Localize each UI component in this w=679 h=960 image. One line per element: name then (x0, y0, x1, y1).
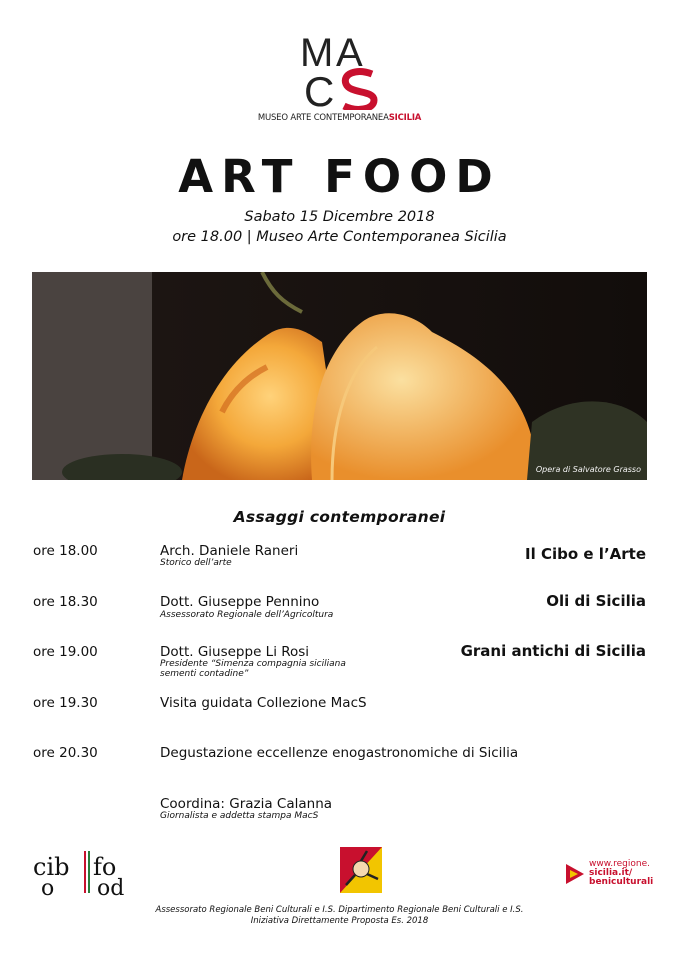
program-topic: Grani antichi di Sicilia (460, 642, 646, 660)
logo-caption-main: MUSEO ARTE CONTEMPORANEA (257, 113, 389, 123)
page-title: ART FOOD (178, 150, 501, 203)
svg-text:C: C (304, 68, 335, 110)
program-speaker-role: Presidente “Simenza compagnia siciliana (160, 659, 346, 669)
event-date: Sabato 15 Dicembre 2018 (244, 209, 435, 225)
svg-text:A: A (336, 31, 360, 75)
sicilia-emblem (340, 847, 382, 893)
program-time: ore 19.00 (33, 644, 98, 660)
regione-icon (566, 864, 584, 884)
program-time: ore 18.00 (33, 543, 98, 559)
coordinator-name: Coordina: Grazia Calanna (160, 796, 333, 812)
logo-caption-accent: SICILIA (388, 113, 422, 123)
program-time: ore 18.30 (33, 594, 98, 610)
regione-line-3: beniculturali (589, 877, 654, 887)
macs-logo (300, 30, 382, 110)
program-topic: Oli di Sicilia (546, 592, 646, 610)
program-speaker-role-cont: sementi contadine” (160, 669, 249, 679)
program-activity: Visita guidata Collezione MacS (160, 695, 367, 711)
svg-text:M: M (300, 31, 331, 75)
coordinator-role: Giornalista e addetta stampa MacS (160, 811, 319, 821)
logo-caption (0, 113, 679, 123)
program-time: ore 20.30 (33, 745, 98, 761)
program-speaker-role: Assessorato Regionale dell’Agricoltura (160, 610, 334, 620)
svg-text:o: o (41, 876, 55, 897)
program-title: Assaggi contemporanei (233, 508, 446, 526)
artwork-credit: Opera di Salvatore Grasso (535, 465, 641, 474)
artwork-image (32, 272, 647, 480)
svg-text:fo: fo (93, 853, 117, 881)
footer-text-2: Iniziativa Direttamente Proposta Es. 2018 (250, 916, 429, 926)
program-speaker: Dott. Giuseppe Li Rosi (160, 644, 310, 660)
svg-text:od: od (97, 876, 125, 897)
program-speaker-role: Storico dell’arte (160, 558, 232, 568)
event-time-place: ore 18.00 | Museo Arte Contemporanea Sicilia (172, 229, 507, 245)
program-topic: Il Cibo e l’Arte (525, 545, 646, 563)
program-speaker: Dott. Giuseppe Pennino (160, 594, 320, 610)
regione-line-2: sicilia.it/ (589, 868, 633, 878)
program-activity: Degustazione eccellenze enogastronomiche di Sicilia (160, 745, 519, 761)
program-speaker: Arch. Daniele Raneri (160, 543, 299, 559)
svg-text:cib: cib (33, 853, 70, 881)
regione-sicilia-logo (566, 860, 656, 890)
footer-text-1: Assessorato Regionale Beni Culturali e I.S. Dipartimento Regionale Beni Culturali e I.S. (155, 905, 524, 915)
cibo-food-logo (33, 847, 145, 897)
program-time: ore 19.30 (33, 695, 98, 711)
regione-line-1: www.regione. (589, 859, 650, 869)
